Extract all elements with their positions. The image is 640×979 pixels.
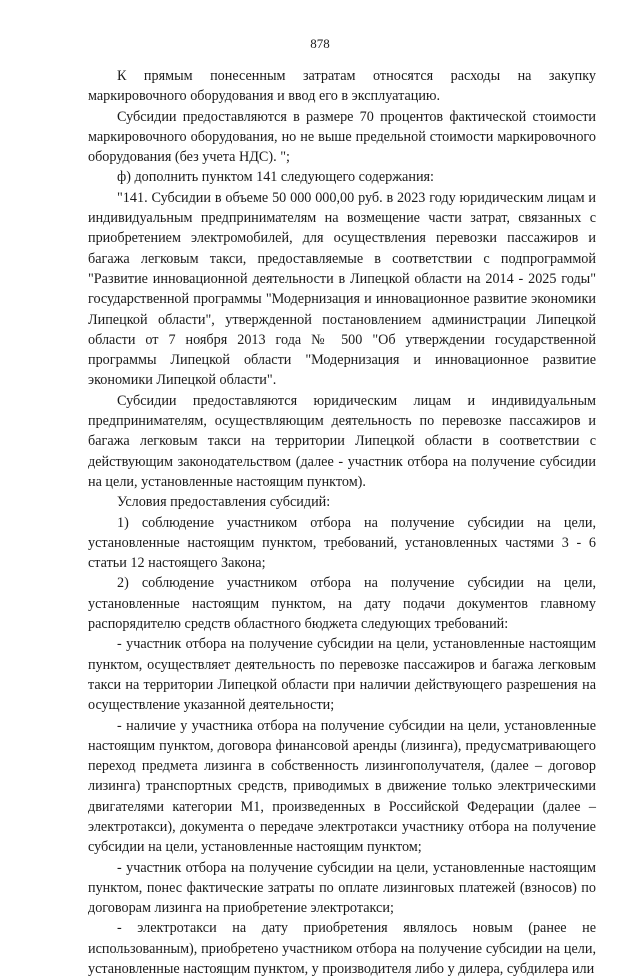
paragraph: К прямым понесенным затратам относятся расходы на закупку маркировочного оборудования и ввод его в эксплуатацию. xyxy=(88,68,596,105)
paragraph: "141. Субсидии в объеме 50 000 000,00 руб. в 2023 году юридическим лицам и индивидуальным предпринимателям на возмещение части затрат, связанных с приобретением электромобилей, для осуществления перевозки пассажиров и багажа легковым такси, предоставляемые в соответствии с подпрограммой "Развитие инновационной деятельности в Липецкой области на 2014 - 2025 годы" государственной программы "Модернизация и инновационное развитие экономики Липецкой области", утвержденной постановлением администрации Липецкой области от 7 ноября 2013 года № 500 "Об утверждении государственной программы Липецкой области "Модернизация и инновационное развитие экономики Липецкой области". xyxy=(88,189,596,389)
paragraph: - участник отбора на получение субсидии на цели, установленные настоящим пунктом, понес фактические затраты по оплате лизинговых платежей (взносов) по договорам лизинга на приобретение электротакси; xyxy=(88,859,596,917)
paragraph: - наличие у участника отбора на получение субсидии на цели, установленные настоящим пунктом, договора финансовой аренды (лизинга), предусматривающего переход предмета лизинга в собственность лизингополучателя, (далее – договор лизинга) транспортных средств, приводимых в движение только электрическими двигателями категории М1, произведенных в Российской Федерации (далее – электротакси), документа о передаче электротакси участнику отбора на получение субсидии на цели, установленные настоящим пунктом; xyxy=(88,717,596,856)
document-body xyxy=(88,66,596,979)
page-number: 878 xyxy=(310,36,330,51)
paragraph: ф) дополнить пунктом 141 следующего содержания: xyxy=(117,169,435,186)
paragraph: - электротакси на дату приобретения являлось новым (ранее не использованным), приобретено участником отбора на получение субсидии на цели, установленные настоящим пунктом, у производителя либо у дилера, субдилера или xyxy=(88,920,596,978)
paragraph: Субсидии предоставляются в размере 70 процентов фактической стоимости маркировочного оборудования, но не выше предельной стоимости маркировочного оборудования (без учета НДС). "; xyxy=(88,108,596,166)
paragraph: - участник отбора на получение субсидии на цели, установленные настоящим пунктом, осуществляет деятельность по перевозке пассажиров и багажа легковым такси на территории Липецкой области при наличии действующего разрешения на осуществление указанной деятельности; xyxy=(88,636,596,714)
paragraph: 2) соблюдение участником отбора на получение субсидии на цели, установленные настоящим пунктом, на дату подачи документов главному распорядителю средств областного бюджета следующих требований: xyxy=(88,575,596,633)
paragraph: Субсидии предоставляются юридическим лицам и индивидуальным предпринимателям, осуществляющим деятельность по перевозке пассажиров и багажа легковым такси на территории Липецкой области в соответствии с действующим законодательством (далее - участник отбора на получение субсидии на цели, установленные настоящим пунктом). xyxy=(88,392,596,490)
paragraph: 1) соблюдение участником отбора на получение субсидии на цели, установленные настоящим пунктом, требований, установленных частями 3 - 6 статьи 12 настоящего Закона; xyxy=(88,514,596,572)
paragraph: Условия предоставления субсидий: xyxy=(117,494,331,511)
